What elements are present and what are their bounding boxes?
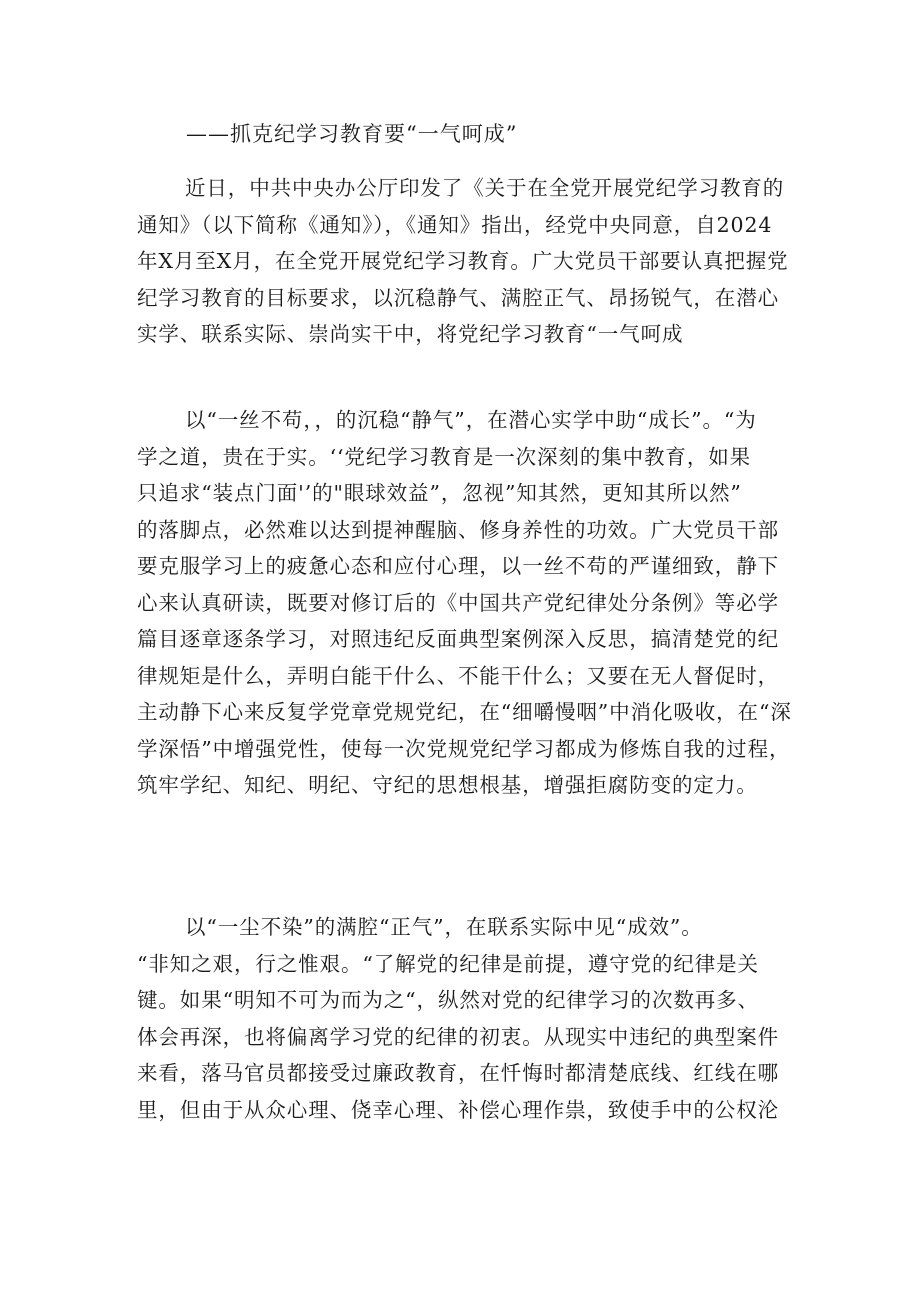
paragraph-line: 筑牢学纪、知纪、明纪、守纪的思想根基，增强拒腐防变的定力。	[137, 773, 758, 797]
paragraph-2	[137, 402, 797, 804]
document-subtitle: ——抓克纪学习教育要“一气呵成”	[186, 122, 518, 146]
paragraph-line: 体会再深，也将偏离学习党的纪律的初衷。从现实中违纪的典型案件	[137, 1024, 779, 1049]
paragraph-line: 实学、联系实际、崇尚实干中，将党纪学习教育“一气呵成	[137, 322, 684, 346]
paragraph-line: 以“一尘不染”的满腔“正气”，在联系实际中见“成效”。	[185, 915, 703, 939]
paragraph-line: “非知之艰，行之惟艰。“了解党的纪律是前提，遵守党的纪律是关	[137, 951, 759, 976]
paragraph-line: 心来认真研读，既要对修订后的《中国共产党纪律处分条例》等必学	[137, 590, 779, 615]
paragraph-line: 里，但由于从众心理、侥幸心理、补偿心理作祟，致使手中的公权沦	[137, 1097, 779, 1122]
paragraph-line: 主动静下心来反复学党章党规党纪，在“细嚼慢咽”中消化吸收，在“深	[137, 700, 792, 724]
paragraph-line: 律规矩是什么，弄明白能干什么、不能干什么；又要在无人督促时，	[137, 663, 779, 688]
paragraph-line: 年X月至X月，在全党开展党纪学习教育。广大党员干部要认真把握党	[137, 249, 789, 273]
paragraph-line: 纪学习教育的目标要求，以沉稳静气、满腔正气、昂扬锐气，在潜心	[137, 285, 779, 310]
paragraph-line: 只追求“装点门面'’的"眼球效益”，忽视”知其然，更知其所以然”	[137, 481, 742, 505]
paragraph-line: 学之道，贵在于实。‘‘党纪学习教育是一次深刻的集中教育，如果	[137, 444, 752, 469]
paragraph-line: 的落脚点，必然难以达到提神醒脑、修身养性的功效。广大党员干部	[137, 517, 779, 542]
paragraph-line: 近日，中共中央办公厅印发了《关于在全党开展党纪学习教育的	[185, 176, 785, 200]
paragraph-line: 要克服学习上的疲惫心态和应付心理，以一丝不苟的严谨细致，静下	[137, 554, 779, 578]
paragraph-line: 学深悟”中增强党性，使每一次党规党纪学习都成为修炼自我的过程，	[137, 736, 791, 761]
paragraph-3	[137, 909, 797, 1128]
paragraph-line: 通知》（以下简称《通知》），《通知》指出，经党中央同意，自2024	[137, 212, 773, 237]
paragraph-1	[137, 170, 797, 353]
paragraph-line: 以“一丝不苟，，的沉稳“静气”，在潜心实学中助“成长”。“为	[185, 408, 757, 432]
paragraph-line: 键。如果“明知不可为而为之“，纵然对党的纪律学习的次数再多、	[137, 988, 759, 1012]
paragraph-line: 篇目逐章逐条学习，对照违纪反面典型案例深入反思，搞清楚党的纪	[137, 627, 779, 651]
paragraph-line: 来看，落马官员都接受过廉政教育，在忏悔时都清楚底线、红线在哪	[137, 1061, 779, 1085]
